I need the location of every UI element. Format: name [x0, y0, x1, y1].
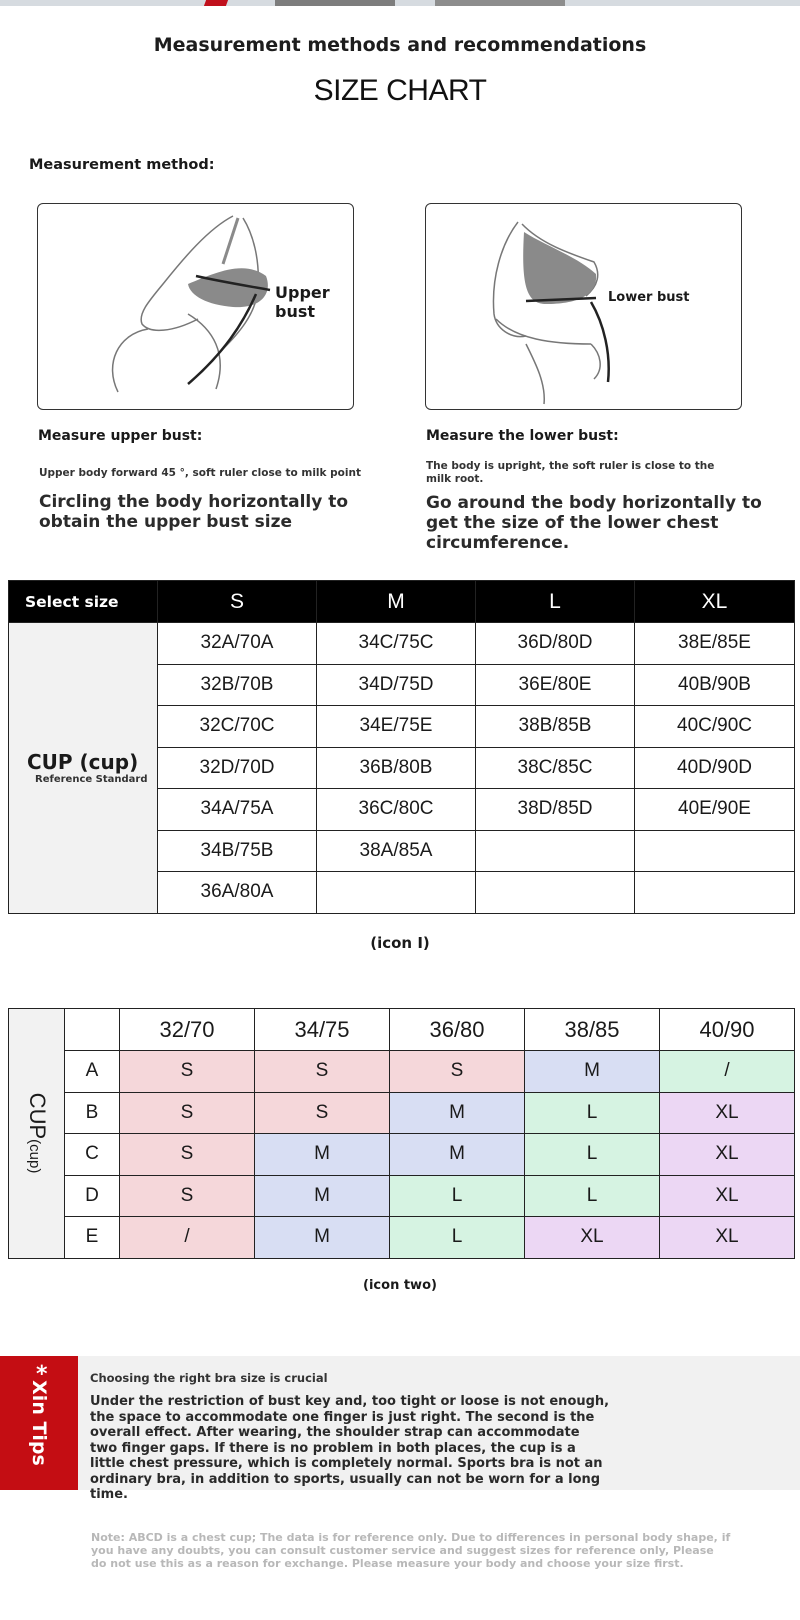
reference-standard-label: Reference Standard	[35, 773, 148, 785]
size-table-caption: (icon I)	[370, 934, 430, 952]
cup-label: CUP (cup)	[27, 749, 139, 774]
table-cell: 36A/80A	[158, 872, 317, 914]
table-row	[9, 1051, 795, 1093]
measurement-method-label: Measurement method:	[29, 157, 215, 173]
table-row	[9, 1092, 795, 1134]
table-cell	[476, 830, 635, 872]
matrix-cell: S	[390, 1051, 525, 1093]
matrix-cell: L	[525, 1134, 660, 1176]
cup-row-label: E	[65, 1217, 120, 1259]
cup-row-label: A	[65, 1051, 120, 1093]
cup-row-label: B	[65, 1092, 120, 1134]
table-cell: 38C/85C	[476, 747, 635, 789]
tips-heading: Choosing the right bra size is crucial	[90, 1371, 328, 1385]
column-header: 36/80	[390, 1009, 525, 1051]
table-row	[9, 1175, 795, 1217]
table-cell: 38E/85E	[635, 623, 795, 665]
top-banner-strip	[0, 0, 800, 6]
matrix-cell: XL	[660, 1134, 795, 1176]
table-cell: 32C/70C	[158, 706, 317, 748]
cup-row-label: D	[65, 1175, 120, 1217]
size-table-header	[9, 581, 795, 623]
table-cell	[476, 872, 635, 914]
table-cell: 40D/90D	[635, 747, 795, 789]
table-cell: 34B/75B	[158, 830, 317, 872]
table-cell	[635, 830, 795, 872]
cup-matrix-table	[8, 1008, 795, 1259]
matrix-cell: M	[390, 1134, 525, 1176]
page-title: Measurement methods and recommendations	[153, 34, 647, 56]
table-row	[9, 1134, 795, 1176]
matrix-cell: S	[120, 1175, 255, 1217]
table-cell: 38A/85A	[317, 830, 476, 872]
matrix-cell: XL	[525, 1217, 660, 1259]
matrix-cell: S	[255, 1051, 390, 1093]
matrix-cell: L	[525, 1175, 660, 1217]
table-row	[9, 623, 795, 665]
table-cell	[635, 872, 795, 914]
size-chart-title: SIZE CHART	[313, 74, 487, 107]
matrix-cell: /	[120, 1217, 255, 1259]
table-cell: 36C/80C	[317, 789, 476, 831]
size-header-l: L	[476, 581, 635, 623]
matrix-cell: XL	[660, 1175, 795, 1217]
upper-bust-heading: Measure upper bust:	[38, 428, 203, 444]
table-cell: 40C/90C	[635, 706, 795, 748]
matrix-cell: M	[390, 1092, 525, 1134]
size-header-xl: XL	[635, 581, 795, 623]
table-cell: 36D/80D	[476, 623, 635, 665]
matrix-cell: L	[390, 1175, 525, 1217]
upper-bust-image-label: Upper bust	[275, 283, 330, 321]
table-cell: 32A/70A	[158, 623, 317, 665]
table-cell: 34E/75E	[317, 706, 476, 748]
matrix-cell: S	[120, 1134, 255, 1176]
cup-side-small: (cup)	[25, 1139, 43, 1174]
matrix-cell: S	[255, 1092, 390, 1134]
star-icon: *	[36, 1362, 48, 1387]
matrix-cell: XL	[660, 1217, 795, 1259]
lower-bust-illustration	[425, 203, 742, 410]
table-cell: 34A/75A	[158, 789, 317, 831]
size-table	[8, 580, 795, 914]
lower-bust-description: Go around the body horizontally to get the size of the lower chest circumference.	[426, 493, 762, 553]
matrix-cell: M	[255, 1134, 390, 1176]
table-cell: 32D/70D	[158, 747, 317, 789]
cup-side-label: CUP	[24, 1092, 50, 1140]
size-header-s: S	[158, 581, 317, 623]
table-cell	[317, 872, 476, 914]
cup-matrix-header	[9, 1009, 795, 1051]
upper-bust-description: Circling the body horizontally to obtain the upper bust size	[39, 492, 349, 532]
matrix-cell: XL	[660, 1092, 795, 1134]
matrix-cell: /	[660, 1051, 795, 1093]
cup-side-cell	[9, 1009, 65, 1259]
column-header: 32/70	[120, 1009, 255, 1051]
column-header: 38/85	[525, 1009, 660, 1051]
matrix-cell: L	[390, 1217, 525, 1259]
lower-bust-heading: Measure the lower bust:	[426, 428, 619, 444]
table-cell: 36E/80E	[476, 664, 635, 706]
lower-bust-image-label: Lower bust	[608, 290, 690, 305]
table-cell: 36B/80B	[317, 747, 476, 789]
table-cell: 38B/85B	[476, 706, 635, 748]
table-cell: 40B/90B	[635, 664, 795, 706]
matrix-cell: M	[525, 1051, 660, 1093]
table-cell: 38D/85D	[476, 789, 635, 831]
size-header-m: M	[317, 581, 476, 623]
column-header: 40/90	[660, 1009, 795, 1051]
cup-label-cell	[9, 623, 158, 914]
tips-tab	[0, 1356, 78, 1490]
upper-bust-small-text: Upper body forward 45 °, soft ruler close to milk point	[39, 467, 361, 479]
matrix-cell: S	[120, 1051, 255, 1093]
table-cell: 40E/90E	[635, 789, 795, 831]
matrix-cell: S	[120, 1092, 255, 1134]
column-header: 34/75	[255, 1009, 390, 1051]
tips-tab-label: Xin Tips	[28, 1380, 50, 1466]
matrix-cell: M	[255, 1217, 390, 1259]
cup-row-label: C	[65, 1134, 120, 1176]
select-size-header: Select size	[9, 581, 158, 623]
table-row	[9, 1217, 795, 1259]
matrix-cell: M	[255, 1175, 390, 1217]
tips-text: Under the restriction of bust key and, too tight or loose is not enough, the space to accommodate one finger is just right. The second is the overall effect. After wearing, the shoulder strap can accommodate two finger gaps. If there is no problem in both places, the cup is a little chest pressure, which is completely normal. Sports bra is not an ordinary bra, in addition to sports, usually can not be worn for a long time.	[90, 1394, 610, 1502]
table-cell: 34C/75C	[317, 623, 476, 665]
table-cell: 34D/75D	[317, 664, 476, 706]
lower-bust-small-text: The body is upright, the soft ruler is close to the milk root.	[426, 460, 715, 485]
matrix-cell: L	[525, 1092, 660, 1134]
corner-cell	[65, 1009, 120, 1051]
cup-matrix-caption: (icon two)	[363, 1278, 437, 1293]
disclaimer-note: Note: ABCD is a chest cup; The data is for reference only. Due to differences in personal body shape, if you have any doubts, you can consult customer service and suggest sizes for reference only, Please do not use this as a reason for exchange. Please measure your body and choose your size first.	[91, 1531, 731, 1570]
table-cell: 32B/70B	[158, 664, 317, 706]
